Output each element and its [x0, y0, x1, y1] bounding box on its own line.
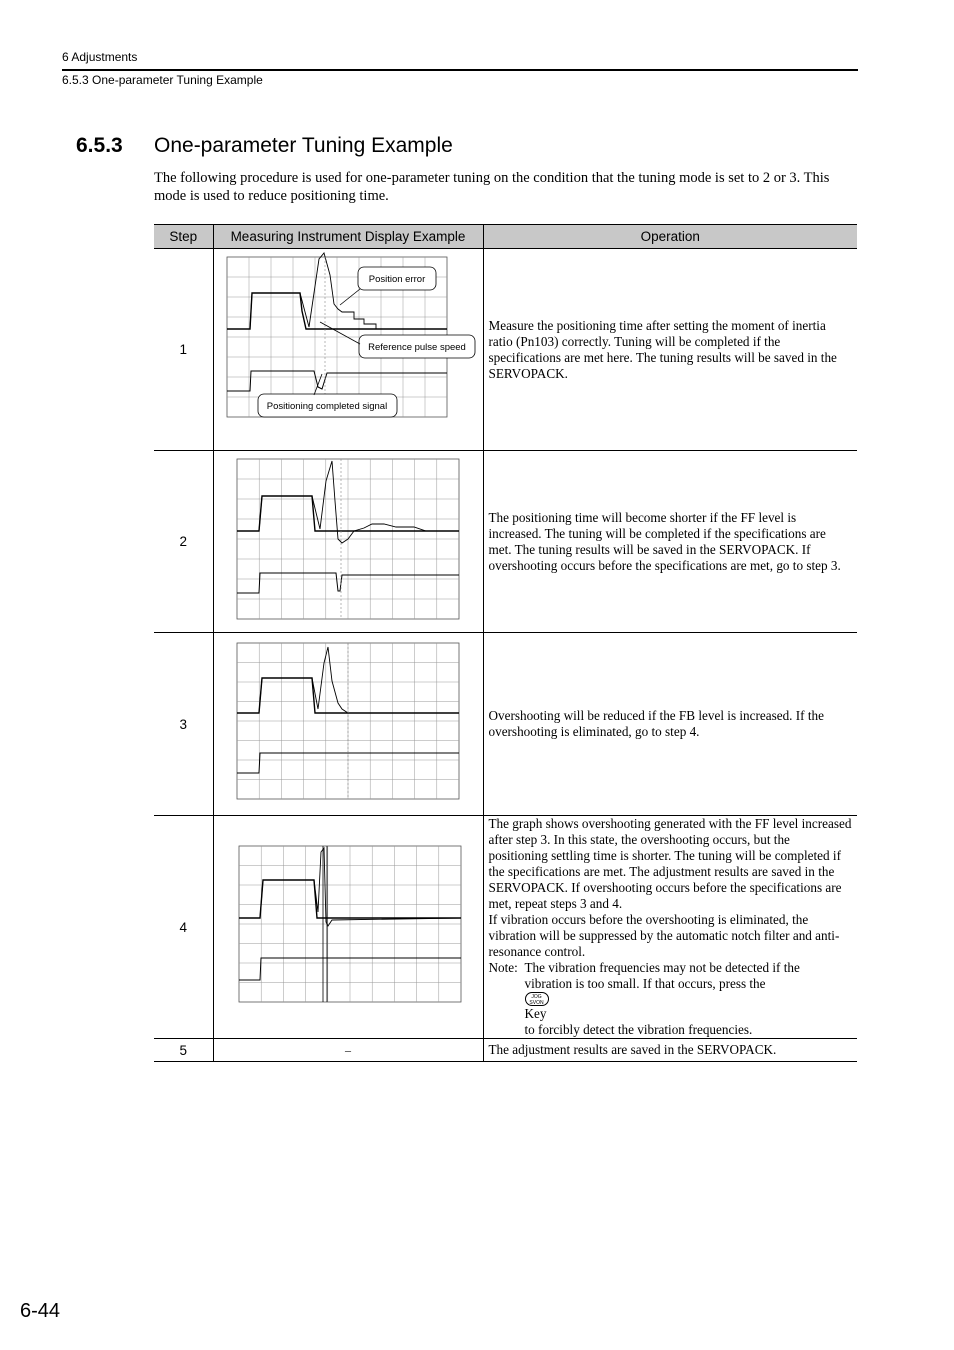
display-example-empty: – — [213, 1039, 483, 1062]
note-text: vibration is too small. If that occurs, press the — [524, 976, 766, 991]
step-number: 4 — [154, 816, 213, 1039]
callout-position-error: Position error — [368, 274, 426, 285]
step-number: 1 — [154, 249, 213, 451]
operation-text: If vibration occurs before the overshooting is eliminated, the vibration will be suppressed by the automatic notch filter and anti-resonance control. — [488, 912, 840, 959]
waveform-graph-step1 — [214, 249, 482, 445]
step-number: 3 — [154, 633, 213, 816]
tuning-steps-table — [154, 224, 857, 1062]
table-row — [154, 451, 857, 633]
oscilloscope-grid — [239, 846, 461, 1002]
operation-text: The graph shows overshooting generated with the FF level increased after step 3. In this state, the overshooting occurs, but the positioning settling time is shorter. The tuning will be completed if the specifications are met. The adjustment results are saved in the SERVOPACK. If overshooting occurs before the specifications are met, repeat steps 3 and 4. — [488, 816, 852, 911]
note — [489, 960, 853, 1038]
operation-text: Measure the positioning time after setting the moment of inertia ratio (Pn103) correctly. Tuning will be completed if the specifications are met here. The tuning results will be saved in the SERVOPACK. — [483, 249, 857, 451]
operation-text: Overshooting will be reduced if the FB level is increased. If the overshooting is eliminated, go to step 4. — [483, 633, 857, 816]
callout-reference-pulse-speed: Reference pulse speed — [368, 342, 466, 353]
table-row — [154, 1039, 857, 1062]
note-text: The vibration frequencies may not be detected if the — [524, 960, 800, 975]
note-label: Note: — [488, 960, 518, 975]
step-number: 5 — [154, 1039, 213, 1062]
table-header-row — [154, 225, 857, 249]
section-title: One-parameter Tuning Example — [154, 134, 453, 157]
note-text: to forcibly detect the vibration frequencies. — [524, 1022, 753, 1037]
waveform-graph-step3 — [214, 633, 482, 810]
callout-positioning-completed-signal: Positioning completed signal — [266, 401, 388, 412]
running-header-section: 6.5.3 One-parameter Tuning Example — [62, 73, 263, 87]
intro-paragraph: The following procedure is used for one-parameter tuning on the condition that the tuning mode is set to 2 or 3. This mode is used to reduce positioning time. — [154, 170, 830, 204]
note-text: Key — [524, 1006, 547, 1021]
running-header-chapter: 6 Adjustments — [62, 50, 138, 64]
table-row — [154, 633, 857, 816]
page-number: 6-44 — [20, 1300, 61, 1322]
header-display-example: Measuring Instrument Display Example — [213, 225, 483, 249]
callout-leader — [320, 322, 360, 344]
table-row — [154, 249, 857, 451]
header-operation: Operation — [483, 225, 857, 249]
step-number: 2 — [154, 451, 213, 633]
section-number: 6.5.3 — [76, 134, 123, 157]
waveform-graph-step4 — [214, 822, 482, 1027]
header-step: Step — [154, 225, 213, 249]
waveform-graph-step2 — [214, 451, 482, 627]
operation-text: The positioning time will become shorter if the FF level is increased. The tuning will be completed if the specifications are met. The tuning results will be saved in the SERVOPACK. If overshooting occurs before the specifications are met, go to step 3. — [483, 451, 857, 633]
operation-text: The adjustment results are saved in the SERVOPACK. — [483, 1039, 857, 1062]
header-rule — [62, 69, 858, 71]
jog-svon-key-icon: JOG SVON — [525, 992, 549, 1006]
table-row — [154, 816, 857, 1039]
